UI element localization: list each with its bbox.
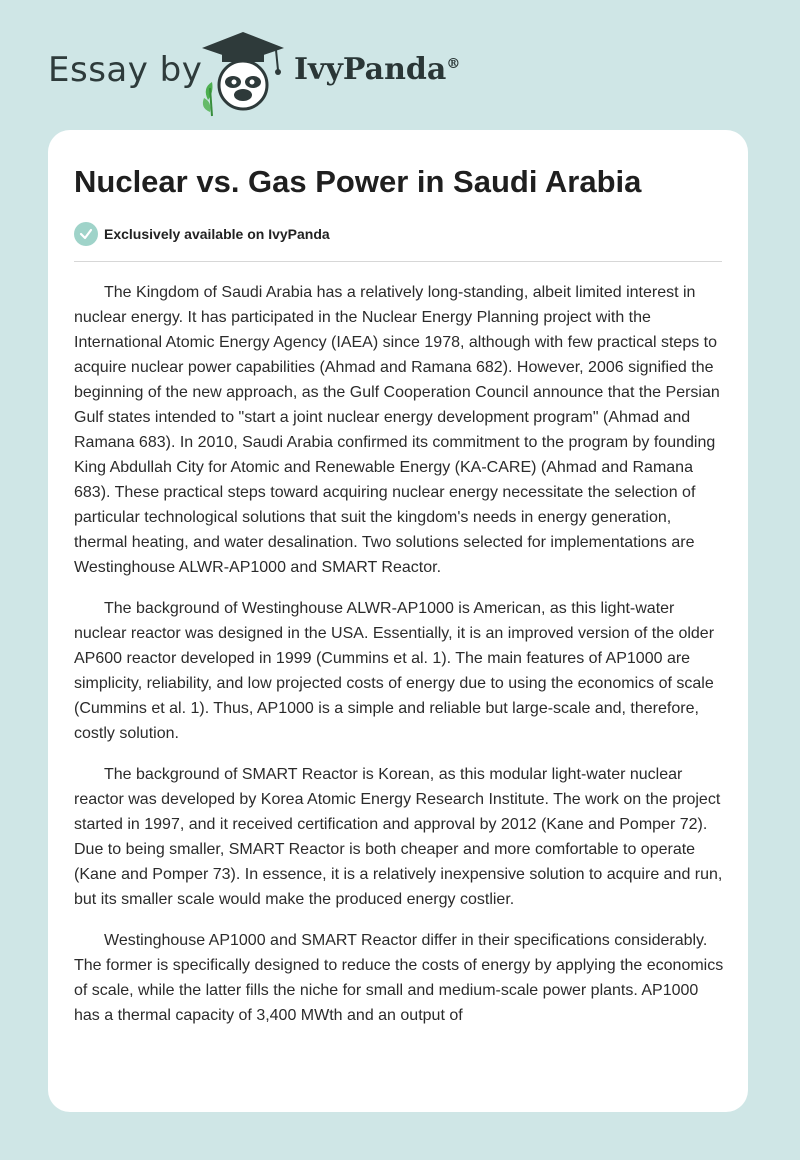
exclusive-label: Exclusively available on IvyPanda [104, 226, 330, 242]
paragraph-4: Westinghouse AP1000 and SMART Reactor differ in their specifications considerably. The former is specifically designed to reduce the costs of energy by applying the economics of scale, while the latter fills the niche for small and medium-scale power plants. AP1000 has a thermal capacity of 3,400 MWth and an output of [74, 932, 724, 1024]
check-icon [74, 222, 98, 246]
article-card [48, 130, 748, 1112]
article-body [74, 280, 724, 1044]
page-title: Nuclear vs. Gas Power in Saudi Arabia [74, 164, 642, 199]
exclusive-badge [74, 222, 330, 246]
paragraph-3: The background of SMART Reactor is Korean, as this modular light-water nuclear reactor was developed by Korea Atomic Energy Research Institute. The work on the project started in 1997, and it received certification and approval by 2012 (Kane and Pomper 72). Due to being smaller, SMART Reactor is both cheaper and more comfortable to operate (Kane and Pomper 73). In essence, it is a relatively inexpensive solution to acquire and run, but its smaller scale would make the produced energy costlier. [74, 766, 723, 908]
brand-prefix: Essay by [48, 50, 203, 90]
paragraph-2: The background of Westinghouse ALWR-AP1000 is American, as this light-water nuclear reactor was designed in the USA. Essentially, it is an improved version of the older AP600 reactor developed in 1999 (Cummins et al. 1). The main features of AP1000 are simplicity, reliability, and low projected costs of energy due to using the economics of scale (Cummins et al. 1). Thus, AP1000 is a simple and reliable but large-scale and, therefore, costly solution. [74, 600, 715, 742]
paragraph-1: The Kingdom of Saudi Arabia has a relatively long-standing, albeit limited interest in nuclear energy. It has participated in the Nuclear Energy Planning project with the International Atomic Energy Agency (IAEA) since 1978, although with few practical steps to acquire nuclear power capabilities (Ahmad and Ramana 682). However, 2006 signified the beginning of the new approach, as the Gulf Cooperation Council announce that the Persian Gulf states intended to "start a joint nuclear energy development program" (Ahmad and Ramana 683). In 2010, Saudi Arabia confirmed its commitment to the program by founding King Abdullah City for Atomic and Renewable Energy (KA-CARE) (Ahmad and Ramana 683). These practical steps toward acquiring nuclear energy necessitate the selection of particular technological solutions that suit the kingdom's needs in energy generation, thermal heating, and water desalination. Two solutions selected for implementations are Westinghouse ALWR-AP1000 and SMART Reactor. [74, 284, 720, 576]
brand-name: IvyPanda® [294, 52, 461, 87]
divider [74, 261, 722, 262]
panda-logo-icon [198, 30, 288, 120]
brand-header [48, 30, 548, 120]
